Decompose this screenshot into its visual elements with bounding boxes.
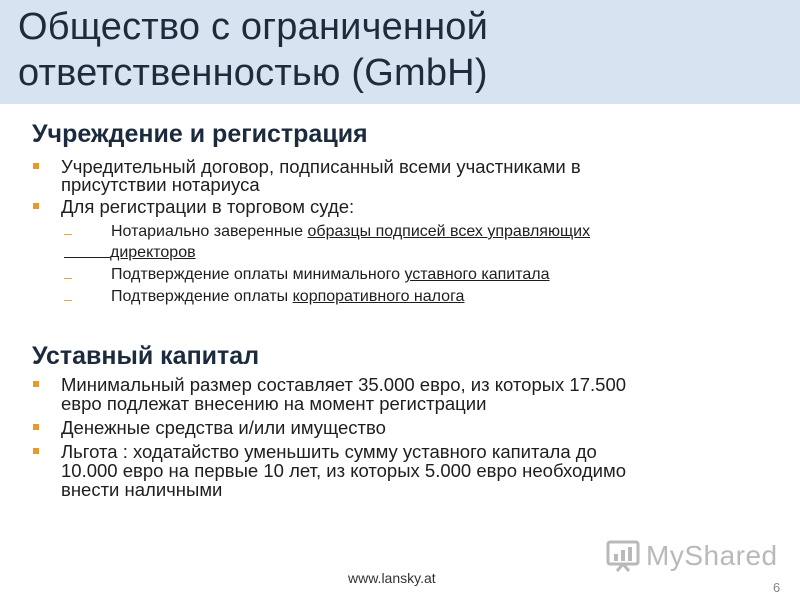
bullet-text-benefit-line-2: 10.000 евро на первые 10 лет, из которых 5.000 евро необходимо — [61, 460, 627, 481]
slide-title-line-2: ответственностью (GmbH) — [18, 52, 488, 94]
sub-item-signatures-line-2 — [64, 243, 196, 263]
directors-link[interactable]: директоров — [110, 244, 196, 261]
dash-icon: – — [64, 225, 72, 241]
bullet-icon — [33, 203, 39, 209]
slide-title-line-1: Общество с ограниченной — [18, 6, 489, 48]
chart-presentation-icon — [606, 538, 640, 572]
dash-icon: – — [64, 269, 72, 285]
sub-item-signatures-prefix: Нотариально заверенные — [111, 223, 308, 240]
dash-icon: – — [64, 291, 72, 307]
sub-item-signatures — [111, 222, 590, 242]
bullet-text-court-registration: Для регистрации в торговом суде: — [61, 196, 355, 217]
bullet-text-contract-line-2: присутствии нотариуса — [61, 174, 260, 195]
bullet-icon — [33, 381, 39, 387]
share-capital-link[interactable]: уставного капитала — [404, 266, 550, 283]
bullet-icon — [33, 163, 39, 169]
watermark-text: MyShared — [646, 540, 778, 571]
corporate-tax-link[interactable]: корпоративного налога — [292, 288, 465, 305]
bullet-text-assets: Денежные средства и/или имущество — [61, 417, 386, 438]
link-underline-spacer — [64, 243, 110, 258]
bullet-text-contract-line-1: Учредительный договор, подписанный всеми участниками в — [61, 156, 581, 177]
sub-item-tax-prefix: Подтверждение оплаты — [111, 288, 293, 305]
page-number: 6 — [773, 580, 781, 595]
bullet-text-benefit-line-1: Льгота : ходатайство уменьшить сумму уставного капитала до — [61, 441, 597, 462]
bullet-icon — [33, 424, 39, 430]
bullet-text-benefit-line-3: внести наличными — [61, 479, 223, 500]
section-heading-registration: Учреждение и регистрация — [32, 120, 368, 148]
section-heading-share-capital: Уставный капитал — [32, 342, 260, 370]
bullet-text-minimum-line-2: евро подлежат внесению на момент регистрации — [61, 393, 487, 414]
sub-item-capital-prefix: Подтверждение оплаты минимального — [111, 266, 405, 283]
signatures-link[interactable]: образцы подписей всех управляющих — [307, 223, 591, 240]
myshared-watermark-logo — [606, 536, 776, 576]
sub-item-tax-payment — [111, 287, 464, 307]
sub-item-capital-payment — [111, 265, 550, 285]
bullet-icon — [33, 448, 39, 454]
bullet-text-minimum-line-1: Минимальный размер составляет 35.000 евро, из которых 17.500 — [61, 374, 627, 395]
footer-url[interactable]: www.lansky.at — [348, 570, 436, 586]
